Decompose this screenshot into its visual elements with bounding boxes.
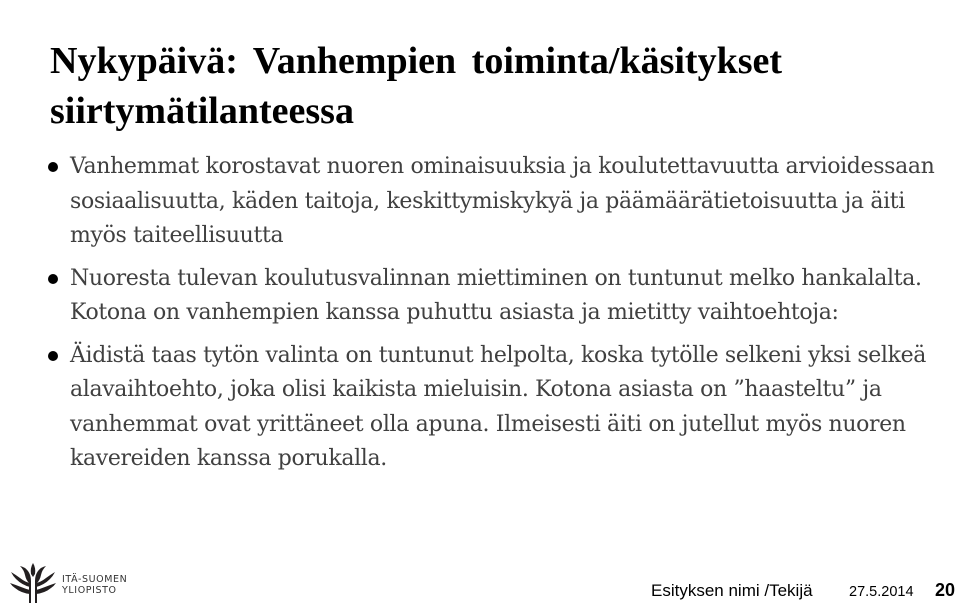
- bullet-item: [46, 262, 951, 331]
- bullet-list: [46, 150, 951, 477]
- footer-presenter: Esityksen nimi /Tekijä: [651, 581, 813, 600]
- university-logo: [10, 563, 150, 603]
- bullet-text: Nuoresta tulevan koulutusvalinnan miettiminen on tuntunut melko hankalalta. Kotona on vanhempien kanssa puhuttu asiasta ja mietitty vaihtoehtoja:: [70, 265, 922, 325]
- page-number: 20: [935, 580, 956, 600]
- bullet-item: [46, 150, 951, 254]
- logo-text: [62, 574, 127, 596]
- slide-title: Nykypäivä: Vanhempien toiminta/käsitykset siirtymätilanteessa: [50, 40, 783, 132]
- bullet-dot-icon: [48, 162, 58, 172]
- bullet-dot-icon: [48, 351, 58, 361]
- logo-text-line2: YLIOPISTO: [62, 585, 117, 596]
- bullet-text: Vanhemmat korostavat nuoren ominaisuuksia ja koulutettavuutta arvioidessaan sosiaalisuutta, käden taitoja, keskittymiskykyä ja päämäärätietoisuutta ja äiti myös taiteellisuutta: [70, 154, 935, 248]
- footer-date: 27.5.2014: [849, 584, 914, 600]
- logo-text-line1: ITÄ-SUOMEN: [62, 574, 128, 585]
- university-emblem-icon: [10, 563, 56, 603]
- bullet-item: [46, 339, 951, 477]
- bullet-dot-icon: [48, 274, 58, 284]
- bullet-text: Äidistä taas tytön valinta on tuntunut helpolta, koska tytölle selkeni yksi selkeä alavaihtoehto, joka olisi kaikista mieluisin. Kotona asiasta on ”haasteltu” ja vanhemmat ovat yrittäneet olla apuna. Ilmeisesti äiti on jutellut myös nuoren kavereiden kanssa porukalla.: [70, 342, 927, 471]
